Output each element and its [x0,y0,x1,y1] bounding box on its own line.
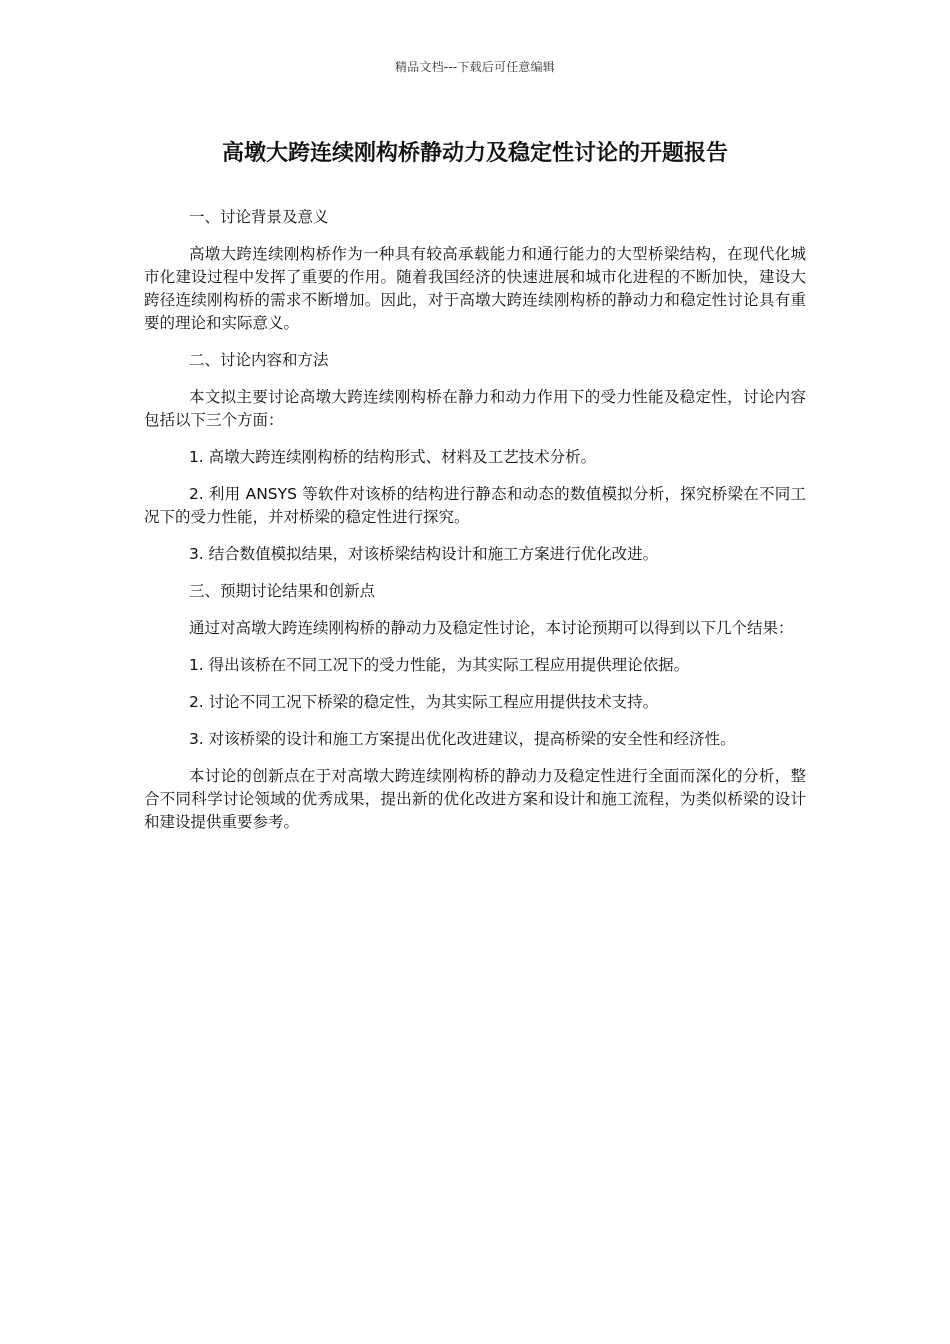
document-body [144,206,806,848]
list-item-content-1: 1. 高墩大跨连续刚构桥的结构形式、材料及工艺技术分析。 [188,448,597,466]
list-item-content-3: 3. 结合数值模拟结果，对该桥梁结构设计和施工方案进行优化改进。 [188,545,659,563]
list-item-results-1: 1. 得出该桥在不同工况下的受力性能，为其实际工程应用提供理论依据。 [188,656,690,674]
section-heading-content-methods: 二、讨论内容和方法 [188,351,329,369]
list-item-results-3: 3. 对该桥梁的设计和施工方案提出优化改进建议，提高桥梁的安全性和经济性。 [188,730,736,748]
paragraph-content-intro: 本文拟主要讨论高墩大跨连续刚构桥在静力和动力作用下的受力性能及稳定性，讨论内容包括以下三个方面： [144,388,806,429]
document-title: 高墩大跨连续刚构桥静动力及稳定性讨论的开题报告 [221,141,728,166]
list-item-results-2: 2. 讨论不同工况下桥梁的稳定性，为其实际工程应用提供技术支持。 [188,693,659,711]
paragraph-innovation: 本讨论的创新点在于对高墩大跨连续刚构桥的静动力及稳定性进行全面而深化的分析，整合不同科学讨论领域的优秀成果，提出新的优化改进方案和设计和施工流程，为类似桥梁的设计和建设提供重要参考。 [144,767,806,831]
section-heading-expected-results: 三、预期讨论结果和创新点 [188,582,375,600]
paragraph-results-intro: 通过对高墩大跨连续刚构桥的静动力及稳定性讨论，本讨论预期可以得到以下几个结果： [188,619,794,637]
header-note: 精品文档---下载后可任意编辑 [395,60,555,74]
paragraph-background: 高墩大跨连续刚构桥作为一种具有较高承载能力和通行能力的大型桥梁结构，在现代化城市化建设过程中发挥了重要的作用。随着我国经济的快速进展和城市化进程的不断加快，建设大跨径连续刚构桥的需求不断增加。因此，对于高墩大跨连续刚构桥的静动力和稳定性讨论具有重要的理论和实际意义。 [144,245,806,332]
list-item-content-2: 2. 利用 ANSYS 等软件对该桥的结构进行静态和动态的数值模拟分析，探究桥梁在不同工况下的受力性能，并对桥梁的稳定性进行探究。 [144,485,806,526]
section-heading-background: 一、讨论背景及意义 [188,208,329,226]
